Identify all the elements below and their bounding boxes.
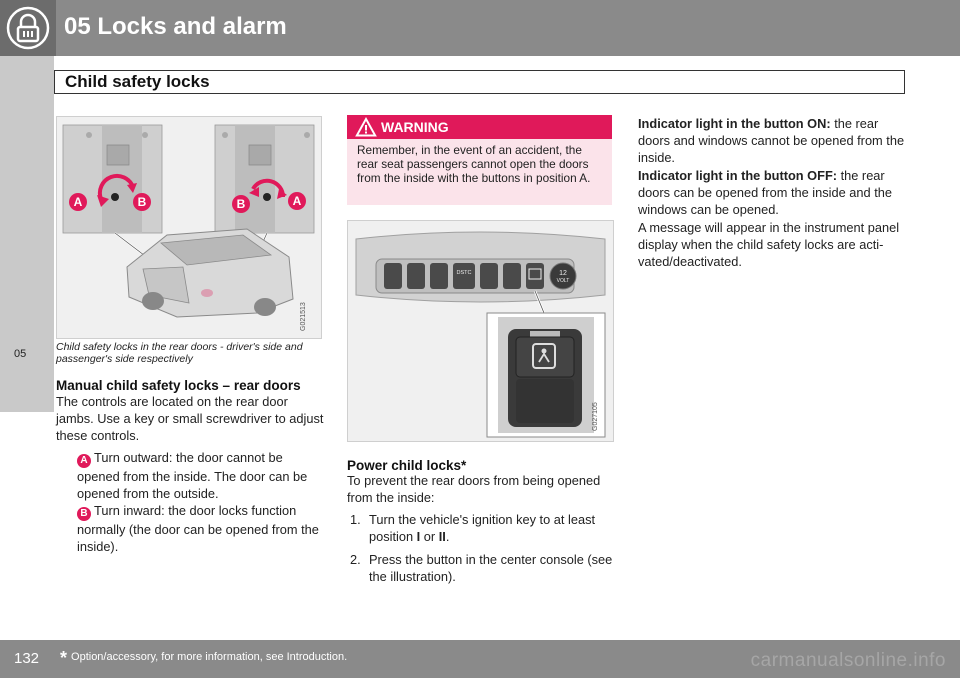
sidebar-chapter-number: 05: [14, 348, 27, 360]
svg-text:A: A: [292, 194, 302, 208]
svg-text:DSTC: DSTC: [456, 270, 472, 276]
console-illustration: [348, 221, 613, 441]
step1-or: or: [420, 529, 439, 544]
step-number: 1.: [350, 512, 361, 527]
child-lock-button-closeup: [508, 329, 582, 427]
step2-text: Press the button in the center console (see the illustration).: [369, 552, 613, 584]
indicator-on-text: the rear doors and windows cannot be opened from the inside.: [638, 116, 905, 165]
car-illustration: [127, 229, 293, 317]
page-number: 132: [14, 650, 40, 667]
power-locks-heading: Power child locks*: [347, 458, 467, 473]
manual-step-b: [77, 502, 323, 555]
position-b-badge: B: [77, 507, 91, 521]
warning-triangle-icon: [355, 117, 377, 137]
warning-text: Remember, in the event of an accident, the rear seat passengers cannot open the doors from the inside with the buttons in position A.: [357, 143, 591, 185]
watermark: carmanualsonline.info: [750, 650, 946, 671]
step-number: 2.: [350, 552, 361, 567]
position-ii: II: [438, 529, 446, 544]
figure-code: G021513: [300, 302, 307, 331]
padlock-icon: [0, 0, 56, 56]
svg-text:B: B: [137, 195, 147, 209]
step1-text: Turn the vehicle's ignition key to at least position: [369, 512, 596, 544]
label-a-left: [69, 193, 87, 211]
step1-end: .: [445, 529, 450, 544]
chapter-title: 05 Locks and alarm: [64, 13, 287, 40]
power-steps-list: [347, 511, 617, 591]
svg-text:A: A: [73, 195, 83, 209]
figure-caption: Child safety locks in the rear doors - driver's side and passenger's side respectively: [56, 341, 303, 365]
footnote-star: *: [60, 648, 68, 668]
position-a-badge: A: [77, 454, 91, 468]
chapter-icon-box: [0, 0, 56, 56]
indicator-on-paragraph: [638, 115, 910, 166]
position-i: I: [416, 529, 421, 544]
manual-step-b-text: Turn inward: the door locks function normally (the door can be opened from the inside).: [77, 503, 319, 554]
door-lock-illustration: [57, 117, 321, 338]
label-b-left: [133, 193, 151, 211]
svg-text:B: B: [236, 197, 246, 211]
section-title: Child safety locks: [65, 72, 210, 91]
figure-console-buttons: [347, 220, 614, 442]
chapter-sidebar: [0, 56, 54, 412]
warning-box: [347, 115, 612, 205]
label-a-right: [288, 192, 306, 210]
panel-message-paragraph: A message will appear in the instrument panel display when the child safety locks are acti-vated/deactivated.: [638, 220, 900, 269]
manual-step-a: [77, 449, 323, 502]
figure-code-2: G027105: [592, 402, 599, 431]
figure-door-child-locks: [56, 116, 322, 339]
list-item: [347, 551, 617, 585]
manual-locks-intro: The controls are located on the rear door jambs. Use a key or small screwdriver to adjust these controls.: [56, 394, 324, 443]
manual-step-a-text: Turn outward: the door cannot be opened from the inside. The door can be opened from the outside.: [77, 450, 308, 501]
warning-header: [347, 115, 612, 139]
footnote-text: Option/accessory, for more information, see Introduction.: [71, 651, 348, 663]
power-locks-intro: To prevent the rear doors from being opened from the inside:: [347, 473, 601, 505]
indicator-on-label: Indicator light in the button ON:: [638, 116, 831, 131]
page-footer: [0, 640, 960, 678]
label-b-right: [232, 195, 250, 213]
indicator-off-paragraph: [638, 167, 910, 218]
list-item: [347, 511, 617, 545]
svg-text:12: 12: [559, 270, 567, 277]
warning-title: WARNING: [381, 119, 449, 135]
indicator-off-text: the rear doors can be opened from the inside and the windows can be opened.: [638, 168, 892, 217]
chapter-header: [0, 0, 960, 56]
manual-locks-heading: Manual child safety locks – rear doors: [56, 378, 301, 393]
indicator-off-label: Indicator light in the button OFF:: [638, 168, 838, 183]
section-title-bar: [54, 70, 905, 94]
footnote: [60, 648, 347, 669]
svg-text:VOLT: VOLT: [556, 278, 570, 284]
